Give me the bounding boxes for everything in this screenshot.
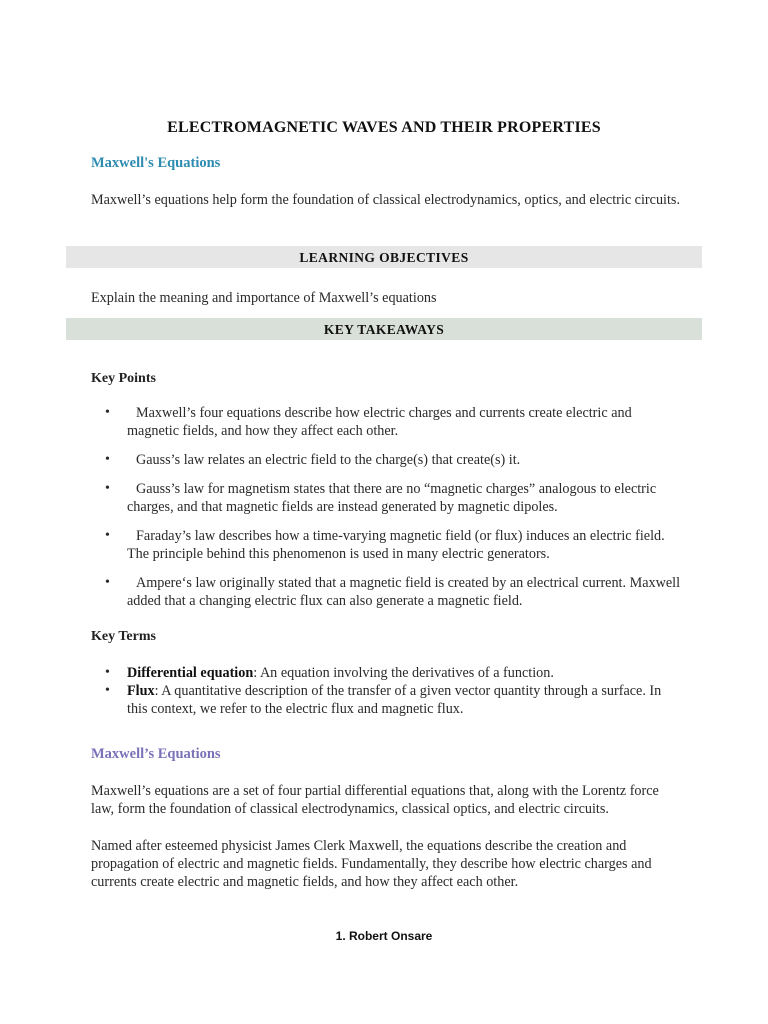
term-name: Flux	[127, 683, 155, 699]
list-item	[91, 664, 681, 682]
key-point-text: Maxwell’s four equations describe how electric charges and currents create electric and magnetic fields, and how they affect each other.	[127, 405, 632, 439]
key-point-text: Faraday’s law describes how a time-varying magnetic field (or flux) induces an electric field. The principle behind this phenomenon is used in many electric generators.	[127, 528, 665, 562]
learning-objective-text: Explain the meaning and importance of Maxwell’s equations	[91, 290, 437, 306]
section-heading-maxwell: Maxwell's Equations	[91, 155, 221, 171]
term-definition: : A quantitative description of the transfer of a given vector quantity through a surface. In this context, we refer to the electric flux and magnetic flux.	[127, 683, 662, 717]
learning-objectives-banner: LEARNING OBJECTIVES	[66, 246, 702, 268]
bullet-icon: •	[105, 405, 110, 420]
key-point-text: Ampere‘s law originally stated that a magnetic field is created by an electrical current. Maxwell added that a changing electric flux can also generate a magnetic field.	[127, 575, 681, 609]
list-item	[91, 574, 681, 610]
key-terms-label: Key Terms	[91, 629, 156, 644]
footer-author: 1. Robert Onsare	[335, 929, 433, 943]
bullet-icon: •	[105, 528, 110, 543]
key-point-text: Gauss’s law for magnetism states that there are no “magnetic charges” analogous to electric charges, and that magnetic fields are instead generated by magnetic dipoles.	[127, 481, 657, 515]
bullet-icon: •	[105, 452, 110, 467]
intro-paragraph: Maxwell’s equations help form the foundation of classical electrodynamics, optics, and electric circuits.	[91, 192, 680, 208]
bullet-icon: •	[105, 575, 110, 590]
bullet-icon: •	[105, 665, 110, 680]
section-heading-maxwell-2: Maxwell’s Equations	[91, 746, 221, 762]
body-paragraph: Named after esteemed physicist James Clerk Maxwell, the equations describe the creation and propagation of electric and magnetic fields. Fundamentally, they describe how electric charges and currents create electric and magnetic fields, and how they affect each other.	[91, 838, 652, 890]
list-item	[91, 451, 681, 469]
body-paragraph: Maxwell’s equations are a set of four partial differential equations that, along with the Lorentz force law, form the foundation of classical electrodynamics, classical optics, and electric circuits.	[91, 783, 659, 817]
list-item	[91, 480, 681, 516]
list-item	[91, 527, 681, 563]
list-item	[91, 682, 681, 718]
key-points-list	[91, 404, 681, 621]
key-points-label: Key Points	[91, 371, 156, 386]
key-takeaways-banner: KEY TAKEAWAYS	[66, 318, 702, 340]
bullet-icon: •	[105, 683, 110, 698]
term-definition: : An equation involving the derivatives of a function.	[253, 665, 554, 681]
key-terms-list	[91, 664, 681, 718]
list-item	[91, 404, 681, 440]
bullet-icon: •	[105, 481, 110, 496]
key-point-text: Gauss’s law relates an electric field to the charge(s) that create(s) it.	[136, 452, 521, 468]
page-title: ELECTROMAGNETIC WAVES AND THEIR PROPERTIES	[167, 119, 601, 136]
term-name: Differential equation	[127, 665, 254, 681]
